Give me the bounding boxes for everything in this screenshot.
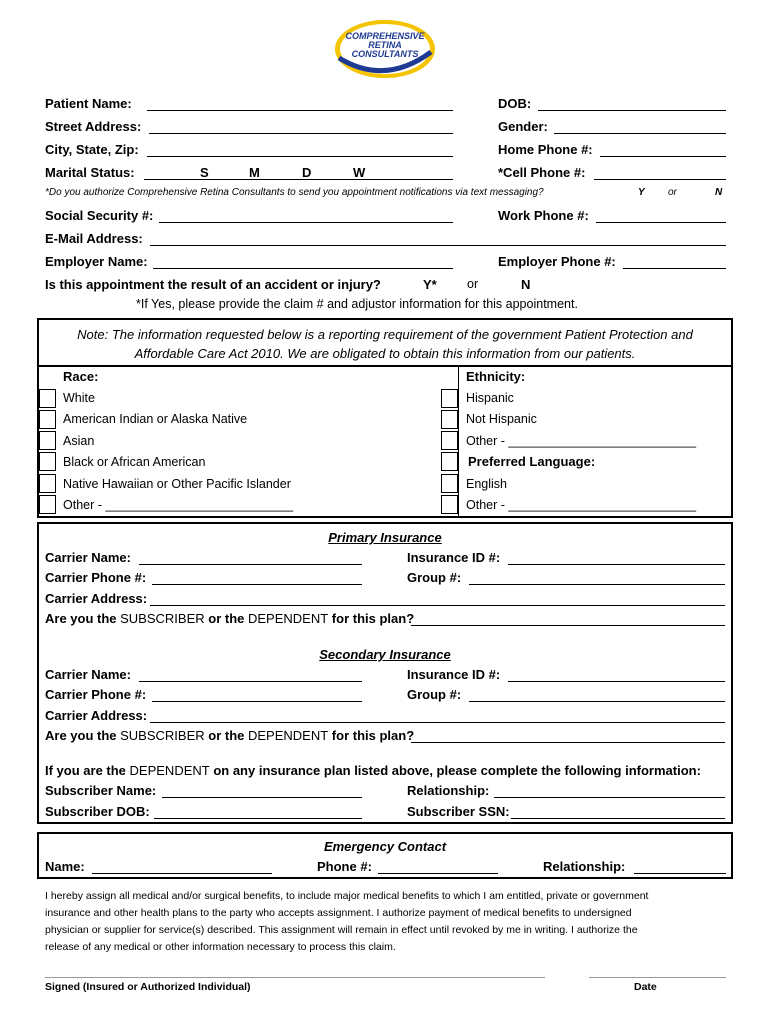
emergency-name-label: Name: xyxy=(45,859,85,874)
aca-note-line2: Affordable Care Act 2010. We are obligated to obtain this information from our patients. xyxy=(134,346,636,361)
race-black-checkbox[interactable] xyxy=(39,452,56,471)
race-native-american-label: American Indian or Alaska Native xyxy=(63,412,248,426)
primary-subscriber-question xyxy=(45,611,414,626)
cell-phone-label: *Cell Phone #: xyxy=(498,165,586,180)
home-phone-field[interactable] xyxy=(600,144,726,157)
race-white-checkbox[interactable] xyxy=(39,389,56,408)
ssn-field[interactable] xyxy=(159,210,453,223)
work-phone-field[interactable] xyxy=(596,210,726,223)
marital-s[interactable]: S xyxy=(200,165,209,180)
street-label: Street Address: xyxy=(45,119,142,134)
logo-text-1: COMPREHENSIVE xyxy=(345,31,425,41)
subscriber-dob-field[interactable] xyxy=(154,806,362,819)
assignment-line: I hereby assign all medical and/or surgical benefits, to include major medical benefits to which I am entitled, private or government xyxy=(45,890,649,902)
dependent-instructions xyxy=(45,763,701,778)
relationship-label: Relationship: xyxy=(407,783,490,798)
primary-address-label: Carrier Address: xyxy=(45,591,148,606)
ethnicity-hispanic-checkbox[interactable] xyxy=(441,389,458,408)
primary-insurance-title: Primary Insurance xyxy=(328,530,442,545)
email-field[interactable] xyxy=(150,233,726,246)
primary-subscriber-field[interactable] xyxy=(411,613,725,626)
signature-label: Signed (Insured or Authorized Individual) xyxy=(45,981,251,993)
q-part: or the xyxy=(204,611,248,626)
secondary-ins-id-label: Insurance ID #: xyxy=(407,667,501,682)
logo-text-3: CONSULTANTS xyxy=(351,49,419,59)
primary-ins-id-field[interactable] xyxy=(508,552,725,565)
subscriber-ssn-label: Subscriber SSN: xyxy=(407,804,510,819)
race-pacific-islander-label: Native Hawaiian or Other Pacific Islander xyxy=(63,477,291,491)
secondary-phone-label: Carrier Phone #: xyxy=(45,687,147,702)
marital-m[interactable]: M xyxy=(249,165,260,180)
marital-w[interactable]: W xyxy=(353,165,366,180)
cell-phone-field[interactable] xyxy=(594,167,726,180)
aca-note-line1: Note: The information requested below is a reporting requirement of the government Patient Protection and xyxy=(77,327,693,342)
marital-d[interactable]: D xyxy=(302,165,312,180)
column-divider xyxy=(458,365,459,518)
dob-field[interactable] xyxy=(538,98,726,111)
employer-phone-label: Employer Phone #: xyxy=(498,254,616,269)
primary-phone-field[interactable] xyxy=(152,572,362,585)
accident-yes[interactable]: Y* xyxy=(423,277,437,292)
ssn-label: Social Security #: xyxy=(45,208,154,223)
q-part: Are you the xyxy=(45,611,121,626)
primary-group-field[interactable] xyxy=(469,572,725,585)
language-english-checkbox[interactable] xyxy=(441,474,458,493)
q-subscriber: SUBSCRIBER xyxy=(120,728,205,743)
emergency-title: Emergency Contact xyxy=(323,839,447,854)
city-field[interactable] xyxy=(147,144,453,157)
primary-carrier-label: Carrier Name: xyxy=(45,550,131,565)
primary-ins-id-label: Insurance ID #: xyxy=(407,550,501,565)
subscriber-name-label: Subscriber Name: xyxy=(45,783,157,798)
email-label: E-Mail Address: xyxy=(45,231,143,246)
q-part: for this plan? xyxy=(328,728,415,743)
gender-field[interactable] xyxy=(554,121,726,134)
logo xyxy=(333,18,437,80)
emergency-phone-label: Phone #: xyxy=(317,859,372,874)
city-label: City, State, Zip: xyxy=(45,142,139,157)
dob-label: DOB: xyxy=(498,96,532,111)
q-dependent: DEPENDENT xyxy=(129,763,210,778)
signature-line[interactable] xyxy=(45,977,545,978)
q-dependent: DEPENDENT xyxy=(248,611,329,626)
text-auth-question: *Do you authorize Comprehensive Retina Consultants to send you appointment notifications via text messaging? xyxy=(45,187,544,198)
assignment-paragraph xyxy=(45,888,735,956)
accident-no[interactable]: N xyxy=(521,277,531,292)
accident-or: or xyxy=(467,277,479,291)
text-auth-yes[interactable]: Y xyxy=(638,187,645,198)
home-phone-label: Home Phone #: xyxy=(498,142,593,157)
secondary-carrier-field[interactable] xyxy=(139,669,362,682)
street-field[interactable] xyxy=(149,121,453,134)
language-other-checkbox[interactable] xyxy=(441,495,458,514)
secondary-insurance-title: Secondary Insurance xyxy=(319,647,451,662)
language-other-label[interactable]: Other - ___________________________ xyxy=(466,498,697,512)
q-part: Are you the xyxy=(45,728,121,743)
language-title-marker xyxy=(441,452,458,471)
q-part: for this plan? xyxy=(328,611,415,626)
employer-field[interactable] xyxy=(153,256,453,269)
ethnicity-title: Ethnicity: xyxy=(466,369,526,384)
accident-question: Is this appointment the result of an accident or injury? xyxy=(45,277,381,292)
text-auth-no[interactable]: N xyxy=(715,187,723,198)
marital-label: Marital Status: xyxy=(45,165,135,180)
work-phone-label: Work Phone #: xyxy=(498,208,589,223)
assignment-line: insurance and other health plans to the party who accepts assignment. I authorize payment of medical benefits to undersigned xyxy=(45,907,632,919)
race-asian-label: Asian xyxy=(63,434,95,448)
race-asian-checkbox[interactable] xyxy=(39,431,56,450)
q-subscriber: SUBSCRIBER xyxy=(120,611,205,626)
race-black-label: Black or African American xyxy=(63,455,206,469)
secondary-subscriber-field[interactable] xyxy=(411,730,725,743)
secondary-phone-field[interactable] xyxy=(152,689,362,702)
race-pacific-islander-checkbox[interactable] xyxy=(39,474,56,493)
emergency-relationship-label: Relationship: xyxy=(543,859,626,874)
ethnicity-not-hispanic-label: Not Hispanic xyxy=(466,412,537,426)
emergency-relationship-field[interactable] xyxy=(634,861,726,874)
race-white-label: White xyxy=(63,391,95,405)
primary-address-field[interactable] xyxy=(150,593,725,606)
q-part: If you are the xyxy=(45,763,130,778)
marital-field[interactable] xyxy=(144,167,453,180)
q-part: or the xyxy=(204,728,248,743)
ethnicity-other-checkbox[interactable] xyxy=(441,431,458,450)
patient-name-label: Patient Name: xyxy=(45,96,132,111)
subscriber-name-field[interactable] xyxy=(162,785,362,798)
employer-phone-field[interactable] xyxy=(623,256,726,269)
race-native-american-checkbox[interactable] xyxy=(39,410,56,429)
secondary-ins-id-field[interactable] xyxy=(508,669,725,682)
assignment-line: release of any medical or other information necessary to process this claim. xyxy=(45,941,396,953)
ethnicity-not-hispanic-checkbox[interactable] xyxy=(441,410,458,429)
relationship-field[interactable] xyxy=(494,785,725,798)
race-other-checkbox[interactable] xyxy=(39,495,56,514)
logo-text-2: RETINA xyxy=(368,40,402,50)
emergency-name-field[interactable] xyxy=(92,861,272,874)
secondary-carrier-label: Carrier Name: xyxy=(45,667,131,682)
employer-label: Employer Name: xyxy=(45,254,148,269)
language-english-label: English xyxy=(466,477,507,491)
q-dependent: DEPENDENT xyxy=(248,728,329,743)
ethnicity-hispanic-label: Hispanic xyxy=(466,391,514,405)
aca-note xyxy=(37,325,733,363)
race-other-label[interactable]: Other - ___________________________ xyxy=(63,498,294,512)
secondary-group-label: Group #: xyxy=(407,687,462,702)
assignment-line: physician or supplier for service(s) described. This assignment will remain in effect until revoked by me in writing. I authorize the xyxy=(45,924,638,936)
patient-name-field[interactable] xyxy=(147,98,453,111)
date-label: Date xyxy=(634,981,657,993)
ethnicity-other-label[interactable]: Other - ___________________________ xyxy=(466,434,697,448)
primary-phone-label: Carrier Phone #: xyxy=(45,570,147,585)
language-title: Preferred Language: xyxy=(468,454,596,469)
date-line[interactable] xyxy=(589,977,726,978)
subscriber-dob-label: Subscriber DOB: xyxy=(45,804,150,819)
secondary-address-label: Carrier Address: xyxy=(45,708,148,723)
race-title: Race: xyxy=(63,369,99,384)
primary-group-label: Group #: xyxy=(407,570,462,585)
note-divider xyxy=(37,365,733,367)
emergency-phone-field[interactable] xyxy=(378,861,498,874)
secondary-address-field[interactable] xyxy=(150,710,725,723)
text-auth-or: or xyxy=(668,187,677,198)
gender-label: Gender: xyxy=(498,119,548,134)
secondary-group-field[interactable] xyxy=(469,689,725,702)
subscriber-ssn-field[interactable] xyxy=(511,806,725,819)
secondary-subscriber-question xyxy=(45,728,414,743)
claim-note: *If Yes, please provide the claim # and adjustor information for this appointment. xyxy=(136,297,578,311)
q-part: on any insurance plan listed above, please complete the following information: xyxy=(209,763,701,778)
primary-carrier-field[interactable] xyxy=(139,552,362,565)
